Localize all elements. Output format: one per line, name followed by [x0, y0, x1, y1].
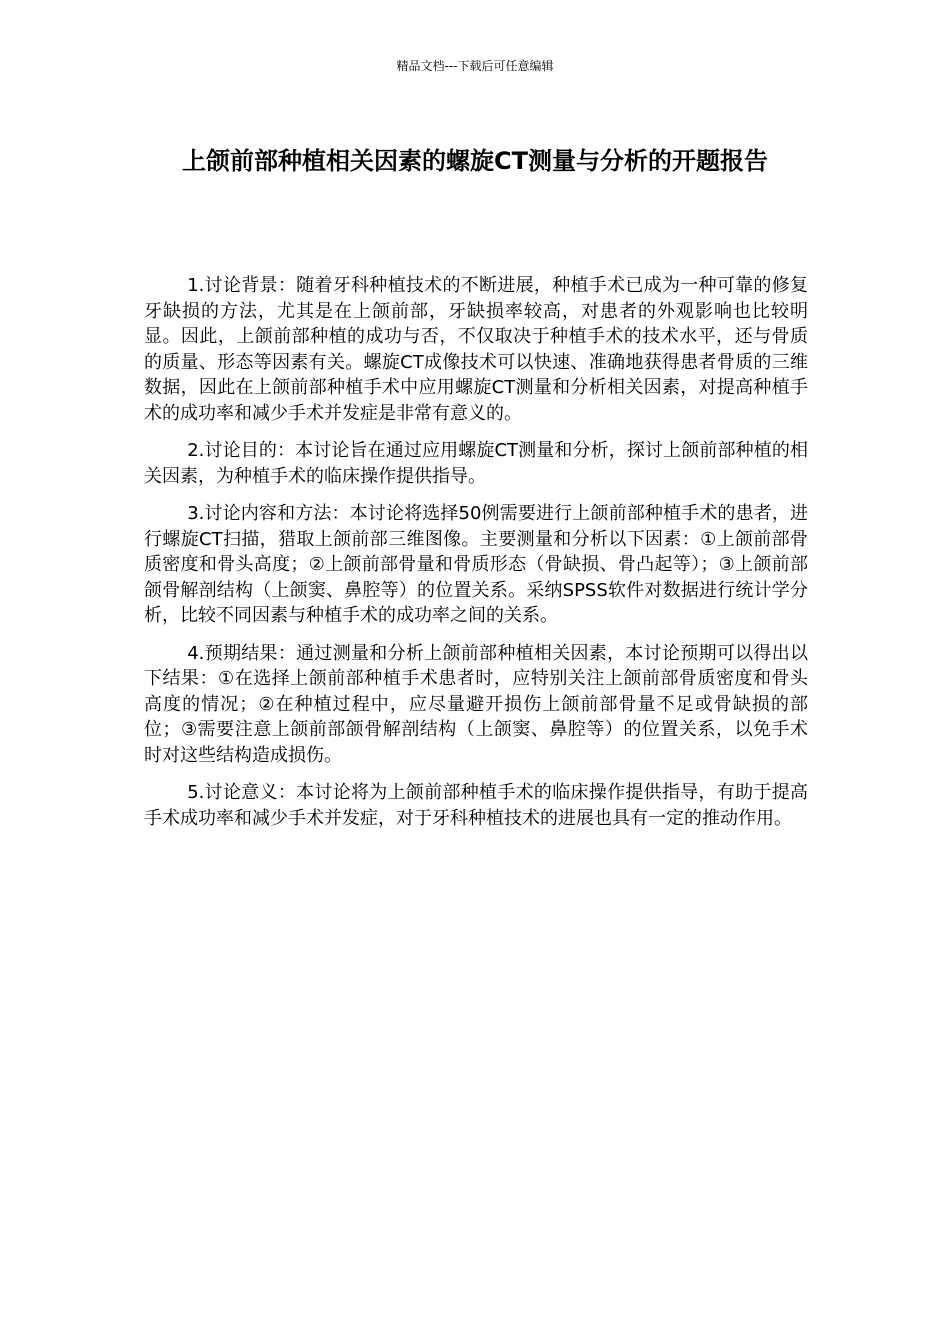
- paragraph-significance: 5.讨论意义：本讨论将为上颌前部种植手术的临床操作提供指导，有助于提高手术成功率和减少手术并发症，对于牙科种植技术的进展也具有一定的推动作用。: [144, 782, 808, 829]
- document-title: 上颌前部种植相关因素的螺旋CT测量与分析的开题报告: [182, 147, 768, 175]
- page-header: 精品文档---下载后可任意编辑: [396, 59, 554, 73]
- document-body: [144, 273, 808, 843]
- paragraph-content-methods: 3.讨论内容和方法：本讨论将选择50例需要进行上颌前部种植手术的患者，进行螺旋CT扫描，猎取上颌前部三维图像。主要测量和分析以下因素：①上颌前部骨质密度和骨头高度；②上颌前部骨量和骨质形态（骨缺损、骨凸起等）；③上颌前部颌骨解剖结构（上颌窦、鼻腔等）的位置关系。采纳SPSS软件对数据进行统计学分析，比较不同因素与种植手术的成功率之间的关系。: [144, 503, 808, 626]
- paragraph-purpose: 2.讨论目的：本讨论旨在通过应用螺旋CT测量和分析，探讨上颌前部种植的相关因素，为种植手术的临床操作提供指导。: [144, 440, 808, 487]
- paragraph-background: 1.讨论背景：随着牙科种植技术的不断进展，种植手术已成为一种可靠的修复牙缺损的方法，尤其是在上颌前部，牙缺损率较高，对患者的外观影响也比较明显。因此，上颌前部种植的成功与否，不仅取决于种植手术的技术水平，还与骨质的质量、形态等因素有关。螺旋CT成像技术可以快速、准确地获得患者骨质的三维数据，因此在上颌前部种植手术中应用螺旋CT测量和分析相关因素，对提高种植手术的成功率和减少手术并发症是非常有意义的。: [144, 275, 808, 424]
- paragraph-expected-results: 4.预期结果：通过测量和分析上颌前部种植相关因素，本讨论预期可以得出以下结果：①在选择上颌前部种植手术患者时，应特别关注上颌前部骨质密度和骨头高度的情况；②在种植过程中，应尽量避开损伤上颌前部骨量不足或骨缺损的部位；③需要注意上颌前部颌骨解剖结构（上颌窦、鼻腔等）的位置关系，以免手术时对这些结构造成损伤。: [144, 642, 808, 766]
